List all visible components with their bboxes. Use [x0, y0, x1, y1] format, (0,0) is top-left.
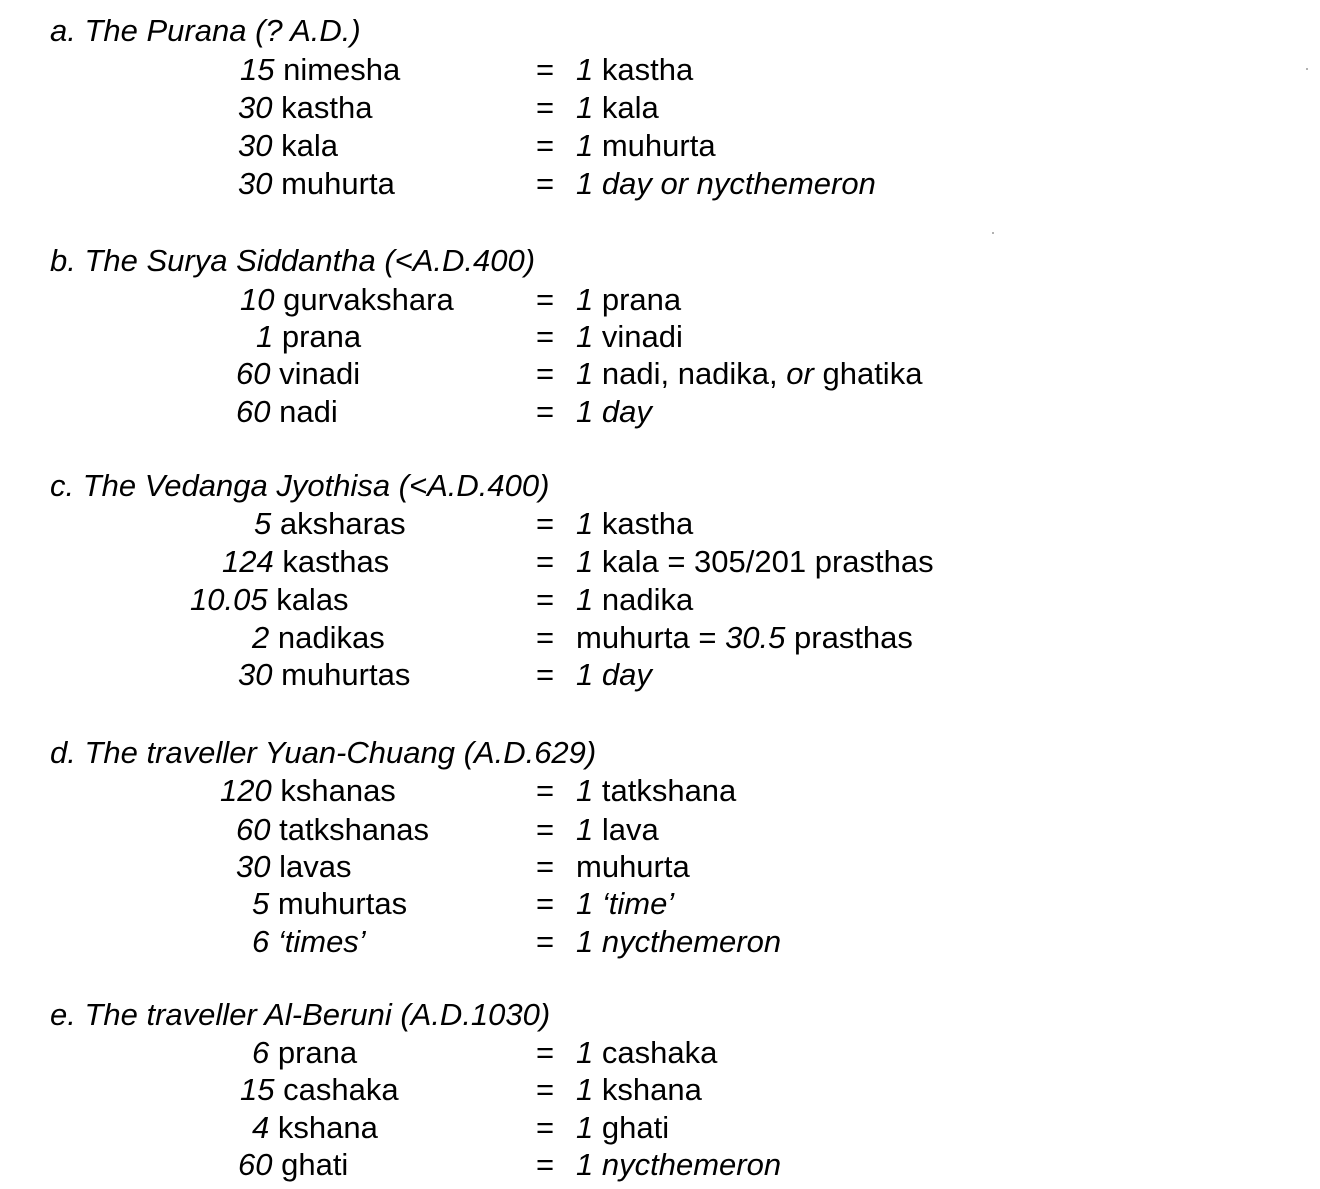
text-segment: nadikas [269, 620, 385, 655]
text-segment: kasthas [273, 544, 390, 579]
text-segment: 1 [576, 812, 594, 847]
conversion-equivalent [536, 584, 693, 615]
conversion-equivalent [536, 1074, 702, 1105]
text-segment: muhurta = [576, 620, 726, 655]
text-segment: muhurtas [272, 657, 411, 692]
conversion-equivalent [536, 814, 659, 845]
text-segment: 1 [576, 1072, 594, 1107]
text-segment: 1 [576, 128, 594, 163]
text-segment: 30 [238, 166, 273, 201]
equals-sign: = [536, 128, 555, 163]
equals-sign: = [536, 544, 555, 579]
text-segment: 1 [576, 319, 594, 354]
text-segment: vinadi [270, 356, 361, 391]
conversion-quantity [252, 1037, 357, 1068]
section-heading: c. The Vedanga Jyothisa (<A.D.400) [50, 468, 550, 503]
text-segment: 30 [238, 90, 273, 125]
text-segment: 120 [220, 773, 272, 808]
text-segment: kshana [269, 1110, 378, 1145]
text-segment: kala [272, 128, 338, 163]
text-segment: 1 day or nycthemeron [576, 166, 876, 201]
text-segment: 30 [238, 128, 273, 163]
text-segment: muhurta [576, 849, 690, 884]
text-segment: 1 day [576, 394, 652, 429]
conversion-equivalent [536, 508, 693, 539]
text-segment: kshana [593, 1072, 702, 1107]
text-segment: lava [593, 812, 659, 847]
equals-sign: = [536, 582, 555, 617]
text-segment: muhurta [593, 128, 716, 163]
equals-sign: = [536, 1147, 555, 1182]
conversion-equivalent [536, 92, 659, 123]
conversion-equivalent [536, 659, 652, 690]
conversion-equivalent [536, 851, 690, 882]
conversion-quantity [254, 508, 406, 539]
conversion-equivalent [536, 1149, 781, 1180]
text-segment: 60 [236, 812, 271, 847]
text-segment: cashaka [274, 1072, 399, 1107]
conversion-equivalent [536, 546, 934, 577]
conversion-equivalent [536, 622, 913, 653]
equals-sign: = [536, 282, 555, 317]
conversion-equivalent [536, 1037, 717, 1068]
text-segment: 1 nycthemeron [576, 1147, 782, 1182]
text-segment: kshanas [271, 773, 396, 808]
conversion-quantity [240, 1074, 399, 1105]
text-segment: 6 [252, 1035, 270, 1070]
text-segment: kastha [593, 52, 694, 87]
text-segment: prana [273, 319, 362, 354]
text-segment: aksharas [271, 506, 406, 541]
section-heading: a. The Purana (? A.D.) [50, 13, 361, 48]
text-segment: kastha [272, 90, 373, 125]
conversion-equivalent [536, 775, 736, 806]
equals-sign: = [536, 90, 555, 125]
text-segment: 30.5 [725, 620, 786, 655]
conversion-equivalent [536, 284, 681, 315]
text-segment: 60 [236, 394, 271, 429]
text-segment: 1 [576, 90, 594, 125]
text-segment: tatkshana [593, 773, 737, 808]
conversion-quantity [236, 851, 351, 882]
text-segment: nadi [270, 394, 338, 429]
text-segment: 1 [576, 773, 594, 808]
conversion-quantity [236, 358, 360, 389]
text-segment: ghatika [813, 356, 923, 391]
text-segment: 1 [576, 282, 594, 317]
conversion-quantity [240, 54, 400, 85]
text-segment: lavas [270, 849, 352, 884]
conversion-equivalent [536, 926, 781, 957]
text-segment: 1 day [576, 657, 652, 692]
text-segment: 5 [252, 886, 270, 921]
text-segment: 1 [576, 1035, 594, 1070]
equals-sign: = [536, 506, 555, 541]
text-segment: 1 [576, 356, 594, 391]
text-segment: muhurtas [269, 886, 408, 921]
equals-sign: = [536, 319, 555, 354]
conversion-equivalent [536, 168, 876, 199]
conversion-quantity [238, 92, 372, 123]
conversion-equivalent [536, 1112, 669, 1143]
conversion-quantity [238, 130, 338, 161]
text-segment: 1 nycthemeron [576, 924, 782, 959]
equals-sign: = [536, 886, 555, 921]
text-segment: 10.05 [190, 582, 268, 617]
text-segment: nadi, nadika, [593, 356, 787, 391]
equals-sign: = [536, 773, 555, 808]
text-segment: 15 [240, 1072, 275, 1107]
conversion-quantity [236, 396, 338, 427]
text-segment: 1 ‘time’ [576, 886, 675, 921]
equals-sign: = [536, 849, 555, 884]
scan-speck [1306, 68, 1308, 70]
text-segment: 30 [236, 849, 271, 884]
scan-speck [992, 232, 994, 234]
text-segment: gurvakshara [274, 282, 454, 317]
conversion-equivalent [536, 321, 683, 352]
text-segment: 10 [240, 282, 275, 317]
text-segment: ghati [272, 1147, 349, 1182]
conversion-quantity [190, 584, 349, 615]
text-segment: nimesha [274, 52, 401, 87]
text-segment: kastha [593, 506, 694, 541]
equals-sign: = [536, 657, 555, 692]
text-segment: kala [593, 90, 659, 125]
text-segment: 15 [240, 52, 275, 87]
equals-sign: = [536, 166, 555, 201]
text-segment: kalas [267, 582, 349, 617]
text-segment: kala = 305/201 prasthas [593, 544, 934, 579]
text-segment: 60 [238, 1147, 273, 1182]
equals-sign: = [536, 394, 555, 429]
text-segment: or [786, 356, 814, 391]
equals-sign: = [536, 1110, 555, 1145]
text-segment: 1 [576, 544, 594, 579]
conversion-equivalent [536, 54, 693, 85]
conversion-quantity [256, 321, 361, 352]
section-heading: b. The Surya Siddantha (<A.D.400) [50, 243, 536, 278]
equals-sign: = [536, 1035, 555, 1070]
text-segment: 1 [576, 1110, 594, 1145]
text-segment: 124 [222, 544, 274, 579]
conversion-quantity [252, 622, 385, 653]
conversion-quantity [252, 1112, 378, 1143]
equals-sign: = [536, 1072, 555, 1107]
equals-sign: = [536, 812, 555, 847]
text-segment: prasthas [785, 620, 913, 655]
text-segment: vinadi [593, 319, 683, 354]
conversion-equivalent [536, 888, 674, 919]
conversion-quantity [238, 168, 395, 199]
conversion-quantity [238, 659, 410, 690]
section-heading: e. The traveller Al-Beruni (A.D.1030) [50, 997, 551, 1032]
conversion-quantity [252, 888, 407, 919]
text-segment: 6 ‘times’ [252, 924, 366, 959]
conversion-quantity [222, 546, 389, 577]
conversion-equivalent [536, 130, 716, 161]
equals-sign: = [536, 924, 555, 959]
text-segment: ghati [593, 1110, 670, 1145]
conversion-equivalent [536, 358, 922, 389]
equals-sign: = [536, 52, 555, 87]
conversion-quantity [240, 284, 454, 315]
equals-sign: = [536, 620, 555, 655]
text-segment: 60 [236, 356, 271, 391]
conversion-quantity [252, 926, 366, 957]
conversion-quantity [236, 814, 429, 845]
text-segment: 4 [252, 1110, 270, 1145]
text-segment: muhurta [272, 166, 395, 201]
text-segment: prana [593, 282, 682, 317]
conversion-equivalent [536, 396, 652, 427]
conversion-quantity [238, 1149, 348, 1180]
text-segment: 1 [576, 52, 594, 87]
text-segment: 30 [238, 657, 273, 692]
text-segment: tatkshanas [270, 812, 430, 847]
text-segment: nadika [593, 582, 694, 617]
section-heading: d. The traveller Yuan-Chuang (A.D.629) [50, 735, 597, 770]
text-segment: 1 [576, 506, 594, 541]
text-segment: 1 [256, 319, 274, 354]
conversion-quantity [220, 775, 396, 806]
equals-sign: = [536, 356, 555, 391]
text-segment: prana [269, 1035, 358, 1070]
text-segment: 2 [252, 620, 270, 655]
text-segment: 1 [576, 582, 594, 617]
text-segment: cashaka [593, 1035, 718, 1070]
text-segment: 5 [254, 506, 272, 541]
